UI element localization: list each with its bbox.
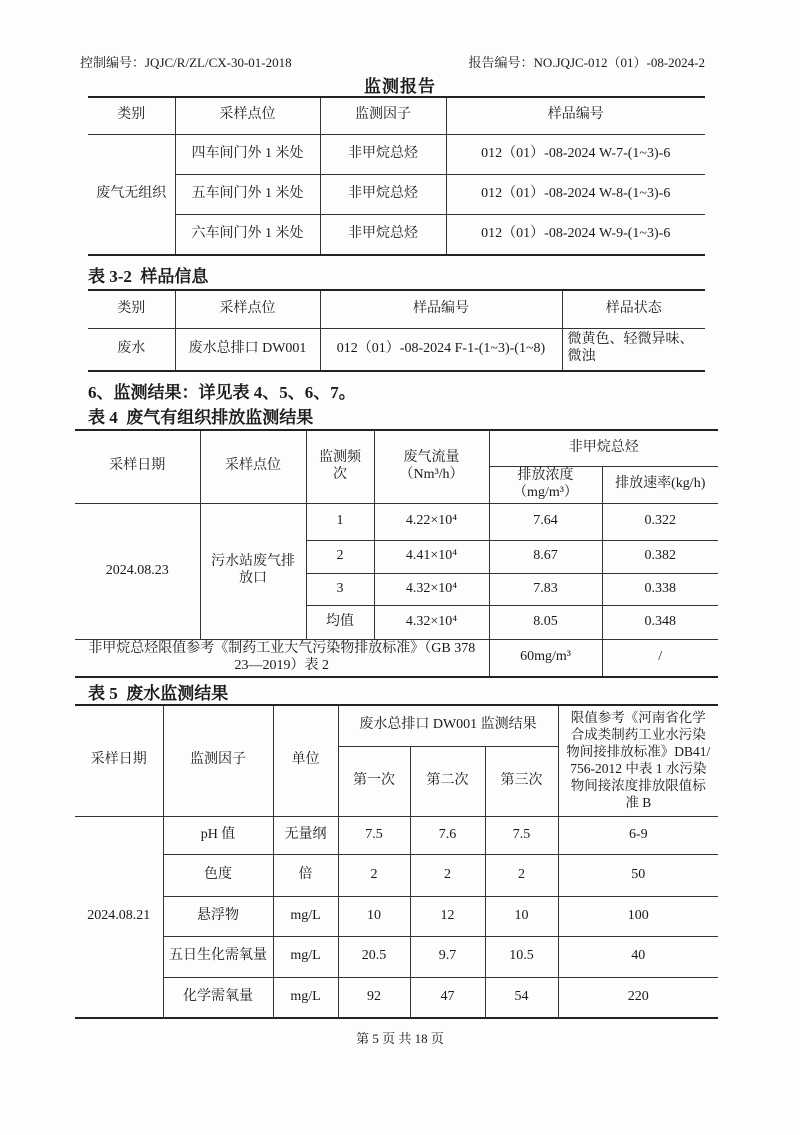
frequency-cell: 均值 <box>306 605 374 639</box>
third-cell: 54 <box>485 977 558 1018</box>
header-flow <box>374 430 489 503</box>
header-category: 类别 <box>88 290 175 328</box>
table-header-row <box>88 290 705 328</box>
factor-cell: pH 值 <box>163 816 273 854</box>
control-number: 控制编号：JQJC/R/ZL/CX-30-01-2018 <box>80 55 292 70</box>
factor-cell: 非甲烷总烃 <box>320 214 446 255</box>
header-outlet: 废水总排口 DW001 监测结果 <box>338 705 558 746</box>
header-category: 类别 <box>88 97 175 134</box>
table-row <box>75 936 718 977</box>
third-cell: 2 <box>485 854 558 896</box>
concentration-cell: 8.05 <box>489 605 602 639</box>
flow-cell: 4.32×10⁴ <box>374 605 489 639</box>
second-cell: 12 <box>410 896 485 936</box>
frequency-cell: 1 <box>306 503 374 540</box>
limit-cell: 220 <box>558 977 718 1018</box>
third-cell: 10 <box>485 896 558 936</box>
flow-cell: 4.41×10⁴ <box>374 540 489 573</box>
unit-cell: 倍 <box>273 854 338 896</box>
sample-no-cell: 012（01）-08-2024 F-1-(1~3)-(1~8) <box>320 328 562 371</box>
table-row <box>75 896 718 936</box>
limit-concentration: 60mg/m³ <box>489 639 602 677</box>
limit-cell: 6-9 <box>558 816 718 854</box>
first-cell: 7.5 <box>338 816 410 854</box>
table-header-row <box>75 705 718 746</box>
frequency-cell: 2 <box>306 540 374 573</box>
point-cell: 六车间门外 1 米处 <box>175 214 320 255</box>
sample-info-table <box>88 289 705 372</box>
third-cell: 10.5 <box>485 936 558 977</box>
table-row <box>88 134 705 174</box>
table-3-2-title: 表 3-2 样品信息 <box>88 267 209 286</box>
unit-cell: mg/L <box>273 977 338 1018</box>
factor-cell: 非甲烷总烃 <box>320 134 446 174</box>
header-first: 第一次 <box>338 746 410 816</box>
header-rate: 排放速率(kg/h) <box>602 466 718 503</box>
factor-cell: 悬浮物 <box>163 896 273 936</box>
rate-cell: 0.322 <box>602 503 718 540</box>
header-concentration <box>489 466 602 503</box>
results-intro: 6、监测结果：详见表 4、5、6、7。 <box>88 383 356 402</box>
factor-cell: 非甲烷总烃 <box>320 174 446 214</box>
header-flow-label: 废气流量 <box>403 449 460 465</box>
sample-no-cell: 012（01）-08-2024 W-9-(1~3)-6 <box>446 214 705 255</box>
category-cell: 废气无组织 <box>88 134 175 255</box>
flow-cell: 4.32×10⁴ <box>374 573 489 605</box>
second-cell: 47 <box>410 977 485 1018</box>
first-cell: 2 <box>338 854 410 896</box>
table-row <box>88 214 705 255</box>
table-row <box>75 977 718 1018</box>
concentration-cell: 8.67 <box>489 540 602 573</box>
header-sample-no: 样品编号 <box>320 290 562 328</box>
table-row <box>75 503 718 540</box>
header-factor: 监测因子 <box>163 705 273 816</box>
rate-cell: 0.348 <box>602 605 718 639</box>
limit-rate: / <box>602 639 718 677</box>
header-state: 样品状态 <box>562 290 705 328</box>
state-cell: 微黄色、轻微异味、微浊 <box>562 328 705 371</box>
limit-cell: 40 <box>558 936 718 977</box>
report-number: 报告编号：NO.JQJC-012（01）-08-2024-2 <box>468 55 705 70</box>
limit-row <box>75 639 718 677</box>
header-frequency: 监测频次 <box>306 430 374 503</box>
third-cell: 7.5 <box>485 816 558 854</box>
header-pollutant: 非甲烷总烃 <box>489 430 718 466</box>
unit-cell: 无量纲 <box>273 816 338 854</box>
unit-cell: mg/L <box>273 896 338 936</box>
table-row <box>88 328 705 371</box>
flow-cell: 4.22×10⁴ <box>374 503 489 540</box>
sample-no-cell: 012（01）-08-2024 W-7-(1~3)-6 <box>446 134 705 174</box>
limit-cell: 100 <box>558 896 718 936</box>
factor-cell: 五日生化需氧量 <box>163 936 273 977</box>
table-header-row <box>75 430 718 466</box>
header-sample-no: 样品编号 <box>446 97 705 134</box>
table-header-row <box>88 97 705 134</box>
first-cell: 20.5 <box>338 936 410 977</box>
unit-cell: mg/L <box>273 936 338 977</box>
sample-no-cell: 012（01）-08-2024 W-8-(1~3)-6 <box>446 174 705 214</box>
page-title: 监测报告 <box>364 77 436 96</box>
header-unit: 单位 <box>273 705 338 816</box>
header-concentration-label: 排放浓度 <box>517 467 574 483</box>
table-row <box>88 174 705 214</box>
sample-point-table <box>88 96 705 256</box>
date-cell: 2024.08.21 <box>75 816 163 1018</box>
header-point: 采样点位 <box>200 430 306 503</box>
header-date: 采样日期 <box>75 705 163 816</box>
point-cell: 四车间门外 1 米处 <box>175 134 320 174</box>
header-point: 采样点位 <box>175 97 320 134</box>
concentration-cell: 7.64 <box>489 503 602 540</box>
page-number: 第 5 页 共 18 页 <box>356 1031 444 1046</box>
second-cell: 7.6 <box>410 816 485 854</box>
rate-cell: 0.382 <box>602 540 718 573</box>
second-cell: 2 <box>410 854 485 896</box>
header-flow-unit: （Nm³/h） <box>399 466 464 482</box>
table-4-title: 表 4 废气有组织排放监测结果 <box>88 408 314 427</box>
frequency-cell: 3 <box>306 573 374 605</box>
point-cell: 废水总排口 DW001 <box>175 328 320 371</box>
factor-cell: 化学需氧量 <box>163 977 273 1018</box>
first-cell: 10 <box>338 896 410 936</box>
emission-results-table <box>75 429 718 678</box>
limit-cell: 50 <box>558 854 718 896</box>
rate-cell: 0.338 <box>602 573 718 605</box>
header-limit: 限值参考《河南省化学合成类制药工业水污染物间接排放标准》DB41/756-2012 中表 1 水污染物间接浓度排放限值标准 B <box>558 705 718 816</box>
header-third: 第三次 <box>485 746 558 816</box>
limit-reference: 非甲烷总烃限值参考《制药工业大气污染物排放标准》（GB 37823—2019）表 2 <box>75 639 489 677</box>
wastewater-results-table <box>75 704 718 1019</box>
header-date: 采样日期 <box>75 430 200 503</box>
table-5-title: 表 5 废水监测结果 <box>88 684 229 703</box>
factor-cell: 色度 <box>163 854 273 896</box>
table-row <box>75 816 718 854</box>
header-factor: 监测因子 <box>320 97 446 134</box>
table-row <box>75 854 718 896</box>
first-cell: 92 <box>338 977 410 1018</box>
header-second: 第二次 <box>410 746 485 816</box>
category-cell: 废水 <box>88 328 175 371</box>
date-cell: 2024.08.23 <box>75 503 200 639</box>
point-cell: 五车间门外 1 米处 <box>175 174 320 214</box>
header-point: 采样点位 <box>175 290 320 328</box>
header-concentration-unit: （mg/m³） <box>513 484 578 500</box>
point-cell: 污水站废气排放口 <box>200 503 306 639</box>
second-cell: 9.7 <box>410 936 485 977</box>
concentration-cell: 7.83 <box>489 573 602 605</box>
